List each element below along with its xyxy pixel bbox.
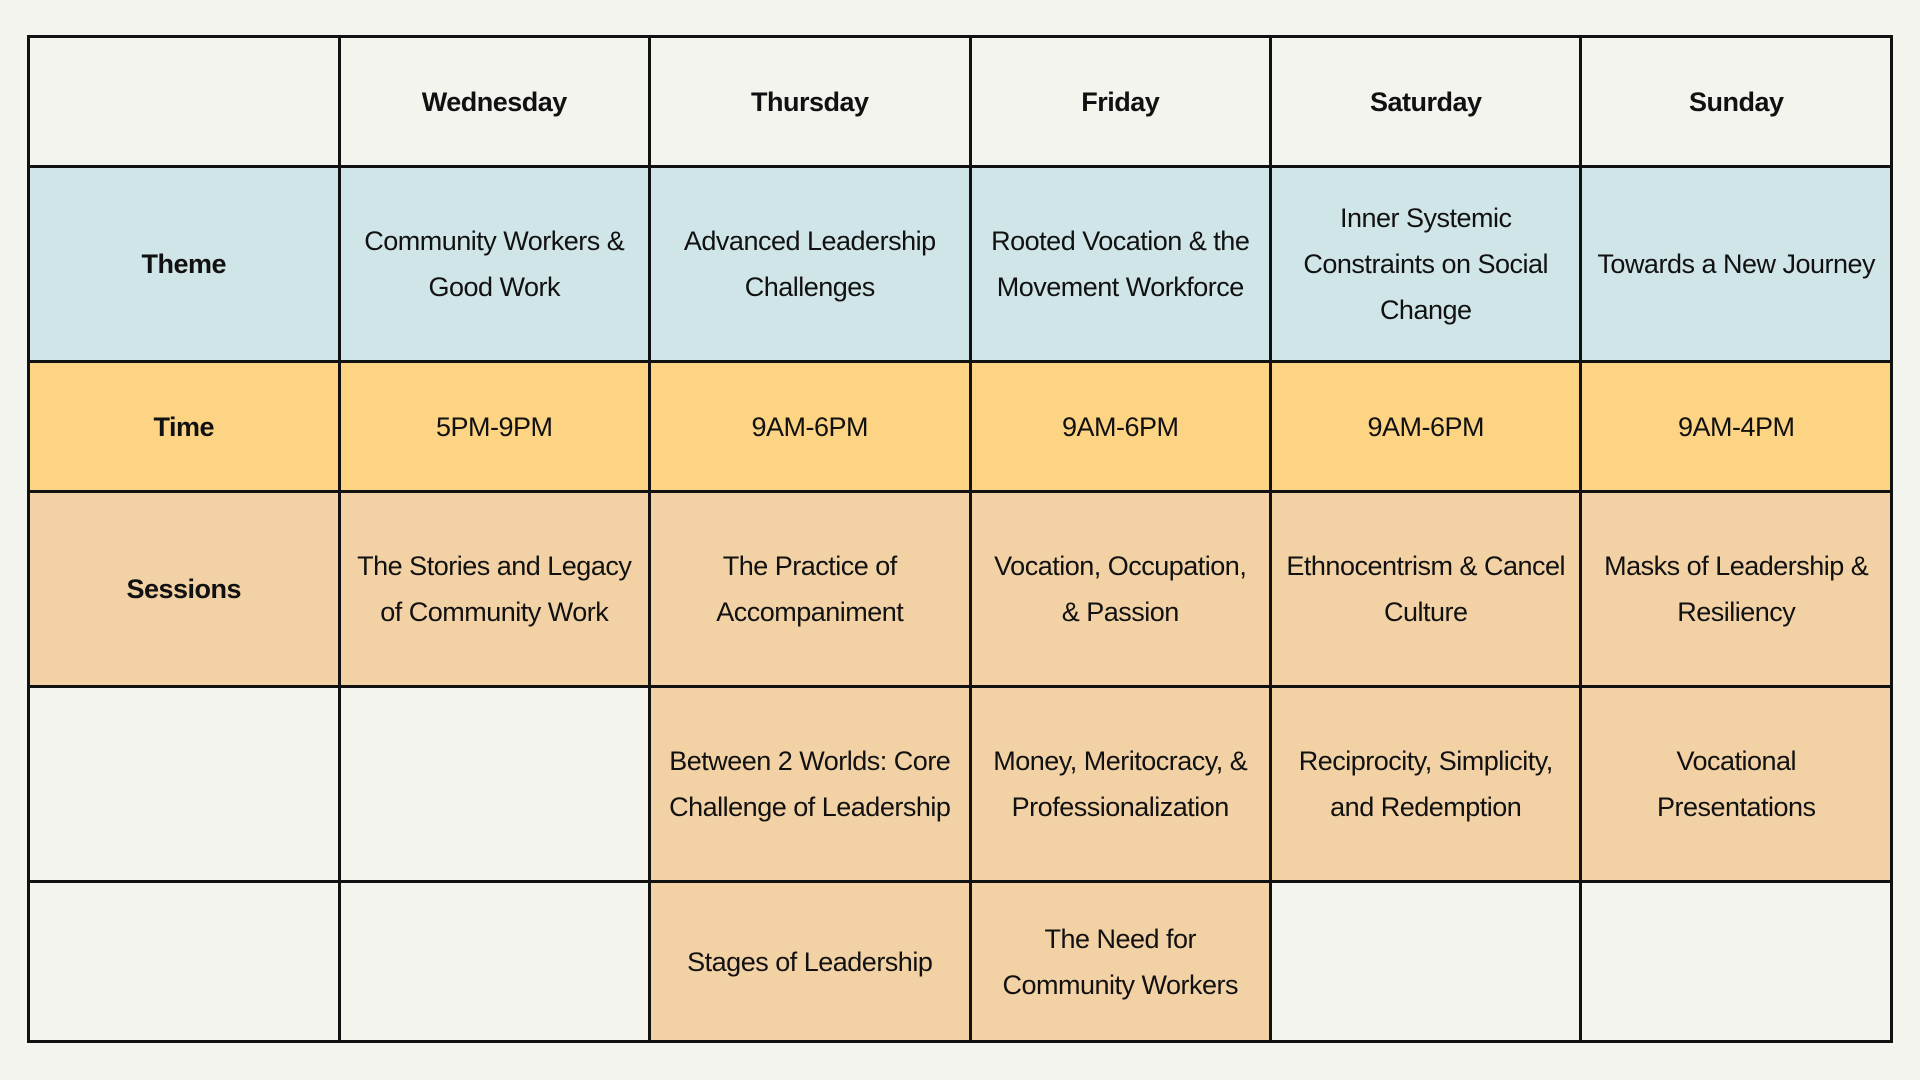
- time-cell-sunday: 9AM-4PM: [1581, 362, 1892, 492]
- time-cell-wednesday: 5PM-9PM: [339, 362, 650, 492]
- sessions-row-2-label-empty: [29, 687, 340, 882]
- session-cell-thursday-3: Stages of Leadership: [650, 882, 971, 1042]
- session-cell-friday-3: The Need for Community Workers: [970, 882, 1270, 1042]
- session-cell-saturday-3: [1270, 882, 1581, 1042]
- day-header-friday: Friday: [970, 37, 1270, 167]
- session-cell-saturday-1: Ethnocentrism & Cancel Culture: [1270, 492, 1581, 687]
- day-header-wednesday: Wednesday: [339, 37, 650, 167]
- theme-row: [29, 167, 1892, 362]
- session-cell-sunday-3: [1581, 882, 1892, 1042]
- time-cell-saturday: 9AM-6PM: [1270, 362, 1581, 492]
- session-cell-wednesday-2: [339, 687, 650, 882]
- time-row-label: Time: [29, 362, 340, 492]
- time-cell-thursday: 9AM-6PM: [650, 362, 971, 492]
- schedule-table: [27, 35, 1893, 1043]
- time-row: [29, 362, 1892, 492]
- theme-cell-wednesday: Community Workers & Good Work: [339, 167, 650, 362]
- theme-cell-sunday: Towards a New Journey: [1581, 167, 1892, 362]
- time-cell-friday: 9AM-6PM: [970, 362, 1270, 492]
- sessions-row-1: [29, 492, 1892, 687]
- session-cell-friday-2: Money, Meritocracy, & Professionalization: [970, 687, 1270, 882]
- session-cell-wednesday-1: The Stories and Legacy of Community Work: [339, 492, 650, 687]
- sessions-row-3-label-empty: [29, 882, 340, 1042]
- header-row: [29, 37, 1892, 167]
- theme-cell-thursday: Advanced Leadership Challenges: [650, 167, 971, 362]
- day-header-sunday: Sunday: [1581, 37, 1892, 167]
- session-cell-wednesday-3: [339, 882, 650, 1042]
- session-cell-sunday-2: Vocational Presentations: [1581, 687, 1892, 882]
- session-cell-friday-1: Vocation, Occupation, & Passion: [970, 492, 1270, 687]
- sessions-row-label: Sessions: [29, 492, 340, 687]
- day-header-thursday: Thursday: [650, 37, 971, 167]
- sessions-row-3: [29, 882, 1892, 1042]
- session-cell-thursday-1: The Practice of Accompaniment: [650, 492, 971, 687]
- theme-cell-saturday: Inner Systemic Constraints on Social Change: [1270, 167, 1581, 362]
- theme-cell-friday: Rooted Vocation & the Movement Workforce: [970, 167, 1270, 362]
- theme-row-label: Theme: [29, 167, 340, 362]
- session-cell-thursday-2: Between 2 Worlds: Core Challenge of Leadership: [650, 687, 971, 882]
- day-header-saturday: Saturday: [1270, 37, 1581, 167]
- session-cell-saturday-2: Reciprocity, Simplicity, and Redemption: [1270, 687, 1581, 882]
- sessions-row-2: [29, 687, 1892, 882]
- corner-cell: [29, 37, 340, 167]
- session-cell-sunday-1: Masks of Leadership & Resiliency: [1581, 492, 1892, 687]
